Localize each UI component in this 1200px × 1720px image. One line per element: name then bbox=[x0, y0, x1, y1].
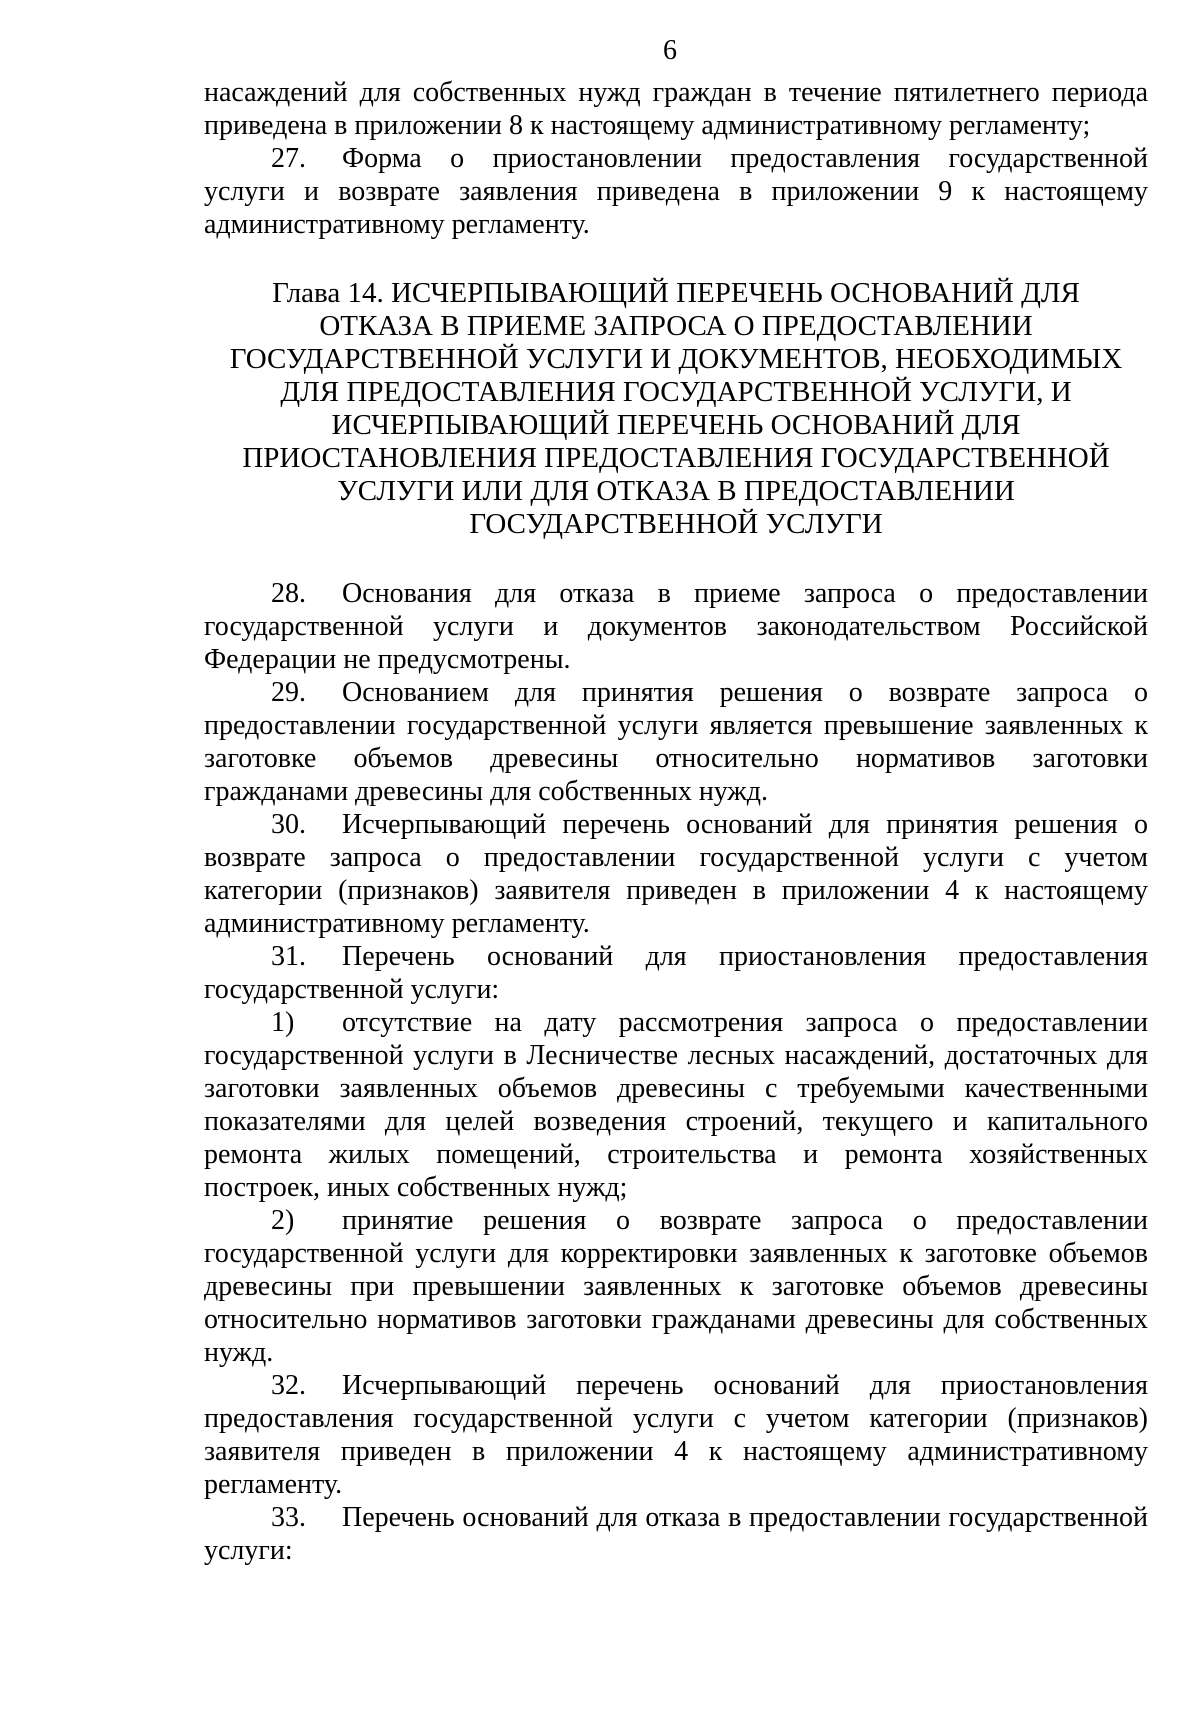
document-body bbox=[204, 76, 1148, 1567]
paragraph-text: Основания для отказа в приеме запроса о предоставлении государственной услуги и документов законодательством Российской Федерации не предусмотрены. bbox=[204, 578, 1148, 675]
paragraph-text: Исчерпывающий перечень оснований для принятия решения о возврате запроса о предоставлении государственной услуги с учетом категории (признаков) заявителя приведен в приложении 4 к настоящему административному регламенту. bbox=[204, 809, 1148, 939]
list-item-2 bbox=[204, 1204, 1148, 1369]
paragraph-text: Основанием для принятия решения о возврате запроса о предоставлении государственной услуги является превышение заявленных к заготовке объемов древесины относительно нормативов заготовки гражданами древесины для собственных нужд. bbox=[204, 677, 1148, 807]
paragraph-number: 30. bbox=[271, 809, 306, 840]
list-item-number: 1) bbox=[271, 1007, 295, 1038]
paragraph-text: насаждений для собственных нужд граждан в течение пятилетнего периода приведена в приложении 8 к настоящему административному регламенту; bbox=[204, 77, 1148, 141]
paragraph-number: 32. bbox=[271, 1370, 306, 1401]
list-item-number: 2) bbox=[271, 1205, 295, 1236]
paragraph-text: Перечень оснований для приостановления предоставления государственной услуги: bbox=[204, 941, 1148, 1005]
paragraph-28 bbox=[204, 577, 1148, 676]
page-number: 6 bbox=[663, 35, 677, 66]
paragraph-number: 28. bbox=[271, 578, 306, 609]
paragraph-30 bbox=[204, 808, 1148, 940]
chapter-heading: Глава 14. ИСЧЕРПЫВАЮЩИЙ ПЕРЕЧЕНЬ ОСНОВАНИЙ ДЛЯ ОТКАЗА В ПРИЕМЕ ЗАПРОСА О ПРЕДОСТАВЛЕНИИ ГОСУДАРСТВЕННОЙ УСЛУГИ И ДОКУМЕНТОВ, НЕОБХОДИМЫХ ДЛЯ ПРЕДОСТАВЛЕНИЯ ГОСУДАРСТВЕННОЙ УСЛУГИ, И ИСЧЕРПЫВАЮЩИЙ ПЕРЕЧЕНЬ ОСНОВАНИЙ ДЛЯ ПРИОСТАНОВЛЕНИЯ ПРЕДОСТАВЛЕНИЯ ГОСУДАРСТВЕННОЙ УСЛУГИ ИЛИ ДЛЯ ОТКАЗА В ПРЕДОСТАВЛЕНИИ ГОСУДАРСТВЕННОЙ УСЛУГИ bbox=[229, 277, 1123, 540]
paragraph-33 bbox=[204, 1501, 1148, 1567]
list-item-text: отсутствие на дату рассмотрения запроса о предоставлении государственной услуги в Лесничестве лесных насаждений, достаточных для заготовки заявленных объемов древесины с требуемыми качественными показателями для целей возведения строений, текущего и капитального ремонта жилых помещений, строительства и ремонта хозяйственных построек, иных собственных нужд; bbox=[204, 1007, 1148, 1203]
paragraph-number: 31. bbox=[271, 941, 306, 972]
paragraph-continuation bbox=[204, 76, 1148, 142]
paragraph-text: Форма о приостановлении предоставления государственной услуги и возврате заявления приведена в приложении 9 к настоящему административному регламенту. bbox=[204, 143, 1148, 240]
paragraph-number: 27. bbox=[271, 143, 306, 174]
paragraph-32 bbox=[204, 1369, 1148, 1501]
paragraph-27 bbox=[204, 142, 1148, 241]
list-item-text: принятие решения о возврате запроса о предоставлении государственной услуги для корректировки заявленных к заготовке объемов древесины при превышении заявленных к заготовке объемов древесины относительно нормативов заготовки гражданами древесины для собственных нужд. bbox=[204, 1205, 1148, 1368]
paragraph-29 bbox=[204, 676, 1148, 808]
paragraph-31 bbox=[204, 940, 1148, 1006]
paragraph-number: 29. bbox=[271, 677, 306, 708]
paragraph-text: Исчерпывающий перечень оснований для приостановления предоставления государственной услуги с учетом категории (признаков) заявителя приведен в приложении 4 к настоящему административному регламенту. bbox=[204, 1370, 1148, 1500]
paragraph-number: 33. bbox=[271, 1502, 306, 1533]
paragraph-text: Перечень оснований для отказа в предоставлении государственной услуги: bbox=[204, 1502, 1148, 1566]
list-item-1 bbox=[204, 1006, 1148, 1204]
